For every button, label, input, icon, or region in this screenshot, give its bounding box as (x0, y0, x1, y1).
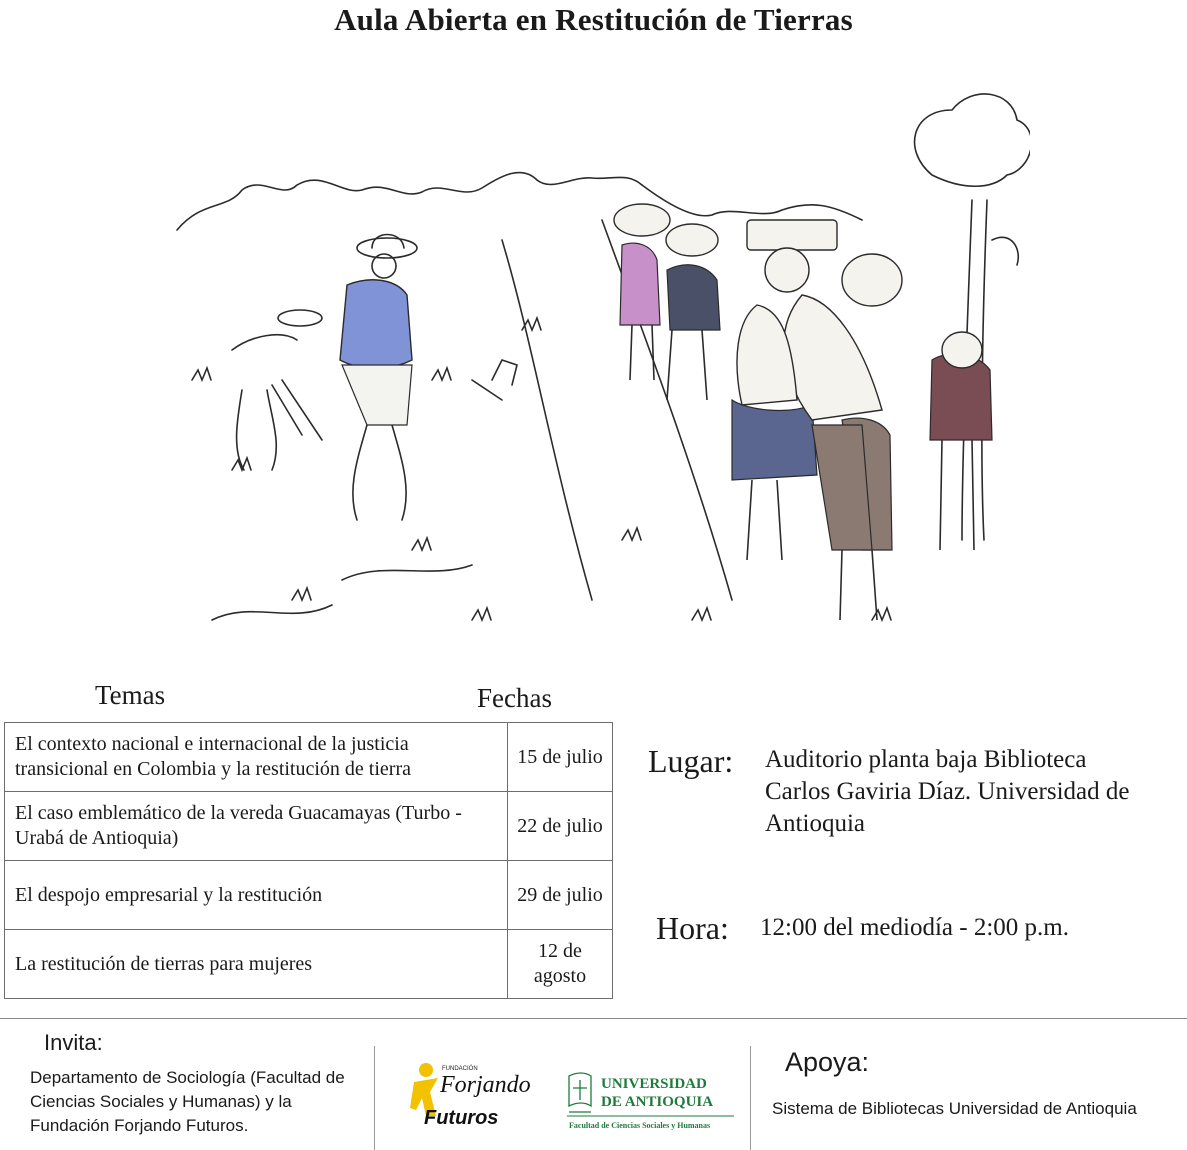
topic-cell: El caso emblemático de la vereda Guacamayas (Turbo -Urabá de Antioquia) (5, 792, 508, 861)
udea-line1: UNIVERSIDAD (601, 1076, 707, 1092)
page-title: Aula Abierta en Restitución de Tierras (334, 2, 853, 37)
footer-separator (750, 1046, 751, 1150)
table-row (5, 930, 613, 999)
table-row (5, 723, 613, 792)
table-row (5, 861, 613, 930)
forjando-futuros-logo-icon (410, 1058, 535, 1133)
universidad-de-antioquia-logo-icon (563, 1068, 738, 1134)
footer-separator (374, 1046, 375, 1150)
fechas-header: Fechas (477, 683, 552, 713)
footer-divider (0, 1018, 1187, 1019)
topic-cell: El contexto nacional e internacional de la justicia transicional en Colombia y la restitución de tierra (5, 723, 508, 792)
topic-cell: La restitución de tierras para mujeres (5, 930, 508, 999)
apoya-text: Sistema de Bibliotecas Universidad de Antioquia (772, 1099, 1137, 1118)
udea-sub: Facultad de Ciencias Sociales y Humanas (569, 1121, 711, 1130)
date-cell: 29 de julio (508, 861, 613, 930)
hora-value: 12:00 del mediodía - 2:00 p.m. (760, 914, 1069, 941)
hora-label: Hora: (656, 910, 729, 946)
logo-line1: Forjando (440, 1072, 531, 1098)
invita-text: Departamento de Sociología (Facultad de Ciencias Sociales y Humanas) y la Fundación Forjando Futuros. (30, 1068, 345, 1135)
logo-small-text: FUNDACIÓN (442, 1066, 478, 1072)
logo-line2: Futuros (424, 1107, 499, 1129)
topics-table (4, 722, 613, 999)
date-cell: 15 de julio (508, 723, 613, 792)
table-row (5, 792, 613, 861)
date-cell: 22 de julio (508, 792, 613, 861)
date-cell: 12 de agosto (508, 930, 613, 999)
topic-cell: El despojo empresarial y la restitución (5, 861, 508, 930)
invita-label: Invita: (44, 1030, 103, 1055)
lugar-label: Lugar: (648, 743, 734, 779)
lugar-value: Auditorio planta baja Biblioteca Carlos Gaviria Díaz. Universidad de Antioquia (765, 746, 1130, 837)
farmworkers-displacement-sketch-icon (172, 80, 1030, 650)
udea-line2: DE ANTIOQUIA (601, 1094, 714, 1110)
apoya-label: Apoya: (785, 1047, 870, 1077)
temas-header: Temas (95, 680, 166, 710)
